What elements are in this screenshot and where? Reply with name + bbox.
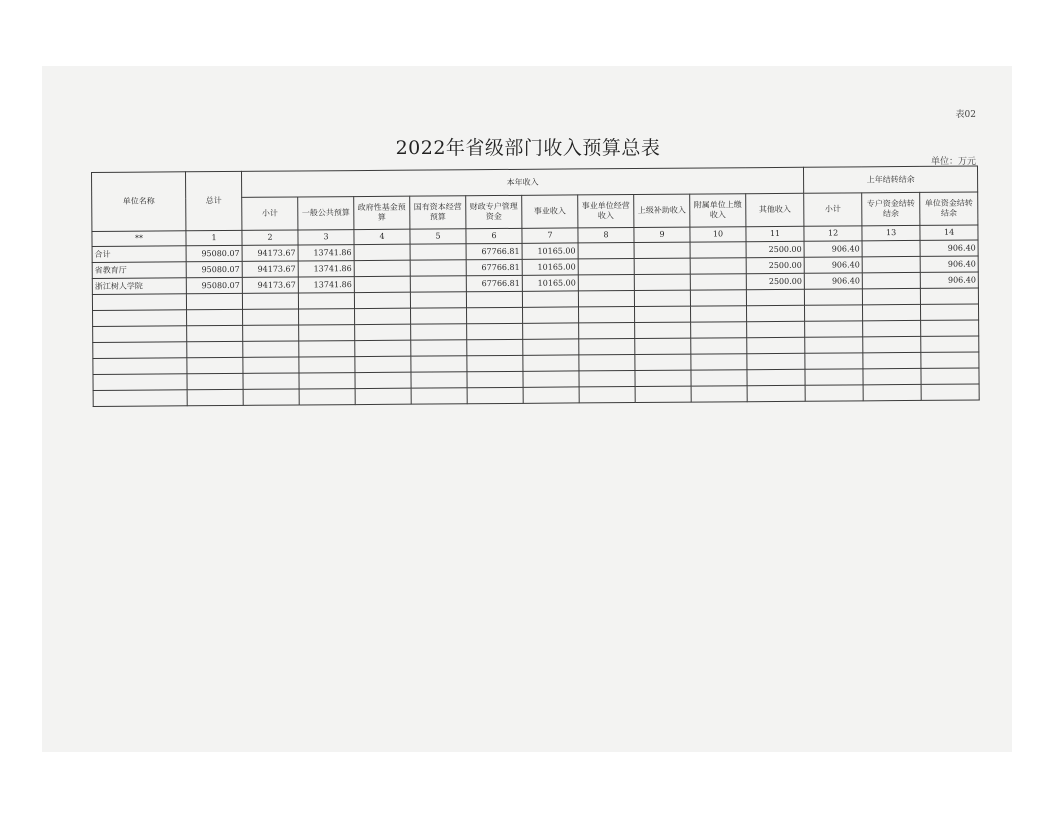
amount-cell (411, 308, 467, 324)
amount-cell (691, 370, 747, 386)
amount-cell (862, 256, 920, 272)
amount-cell: 10165.00 (522, 259, 578, 275)
amount-cell (299, 373, 355, 389)
index-cell: 4 (354, 229, 410, 244)
amount-cell (578, 291, 634, 307)
amount-cell: 10165.00 (522, 275, 578, 291)
unit-label: 单位：万元 (930, 157, 976, 167)
index-cell: 3 (298, 230, 354, 245)
amount-cell: 906.40 (804, 273, 862, 289)
budget-table (91, 165, 980, 406)
unit-name-cell: 省教育厅 (92, 262, 186, 279)
amount-cell (690, 290, 746, 306)
amount-cell (187, 309, 243, 325)
unit-name-cell (93, 310, 187, 327)
amount-cell (467, 323, 523, 339)
amount-cell: 13741.86 (298, 245, 354, 261)
amount-cell (635, 322, 691, 338)
amount-cell (690, 274, 746, 290)
amount-cell (634, 290, 690, 306)
amount-cell (863, 320, 921, 336)
header-current-col-4: 国有资本经营预算 (410, 196, 466, 229)
amount-cell (243, 341, 299, 357)
index-cell: 12 (804, 226, 862, 241)
amount-cell (921, 352, 979, 368)
amount-cell (410, 292, 466, 308)
amount-cell: 94173.67 (242, 261, 298, 277)
unit-name-cell (93, 342, 187, 359)
amount-cell (466, 291, 522, 307)
index-cell: 8 (578, 228, 634, 243)
index-cell: 1 (186, 230, 242, 245)
header-total: 总计 (186, 171, 242, 230)
amount-cell (635, 306, 691, 322)
amount-cell (578, 259, 634, 275)
unit-name-cell (93, 390, 187, 407)
amount-cell (921, 336, 979, 352)
amount-cell: 2500.00 (746, 273, 804, 289)
amount-cell (354, 276, 410, 292)
amount-cell (243, 357, 299, 373)
amount-cell (355, 340, 411, 356)
unit-name-cell: 合计 (92, 246, 186, 263)
unit-name-cell (93, 358, 187, 375)
unit-name-cell (92, 294, 186, 311)
amount-cell (243, 389, 299, 405)
amount-cell (634, 274, 690, 290)
amount-cell (411, 388, 467, 404)
header-current-col-10: 其他收入 (746, 193, 804, 226)
amount-cell (467, 371, 523, 387)
header-current-col-3: 政府性基金预算 (354, 196, 410, 229)
amount-cell: 94173.67 (242, 277, 298, 293)
unit-name-cell (93, 374, 187, 391)
amount-cell (863, 384, 921, 400)
amount-cell: 906.40 (804, 241, 862, 257)
amount-cell: 94173.67 (242, 245, 298, 261)
amount-cell (523, 355, 579, 371)
document-title: 2022年省级部门收入预算总表 (395, 137, 661, 159)
amount-cell: 2500.00 (746, 241, 804, 257)
amount-cell (355, 372, 411, 388)
amount-cell (863, 288, 921, 304)
amount-cell: 95080.07 (186, 261, 242, 277)
amount-cell (187, 373, 243, 389)
amount-cell (467, 355, 523, 371)
amount-cell (635, 370, 691, 386)
amount-cell (805, 289, 863, 305)
amount-cell (805, 321, 863, 337)
amount-cell (691, 338, 747, 354)
header-current-col-9: 附属单位上缴收入 (690, 194, 746, 227)
amount-cell (635, 386, 691, 402)
amount-cell (863, 336, 921, 352)
amount-cell (578, 243, 634, 259)
amount-cell (354, 244, 410, 260)
amount-cell (579, 371, 635, 387)
amount-cell (523, 307, 579, 323)
amount-cell (579, 307, 635, 323)
amount-cell (243, 373, 299, 389)
amount-cell (243, 325, 299, 341)
amount-cell (242, 293, 298, 309)
amount-cell (691, 322, 747, 338)
amount-cell (747, 369, 805, 385)
amount-cell (355, 308, 411, 324)
amount-cell (746, 305, 804, 321)
amount-cell: 67766.81 (466, 259, 522, 275)
amount-cell (411, 340, 467, 356)
amount-cell (579, 339, 635, 355)
amount-cell (691, 386, 747, 402)
amount-cell (522, 291, 578, 307)
header-current-year-group: 本年收入 (241, 167, 803, 197)
amount-cell (635, 338, 691, 354)
amount-cell (805, 369, 863, 385)
amount-cell (805, 305, 863, 321)
amount-cell (863, 368, 921, 384)
amount-cell (355, 324, 411, 340)
amount-cell (299, 309, 355, 325)
index-cell: 9 (634, 227, 690, 242)
header-current-col-6: 事业收入 (522, 195, 578, 228)
amount-cell (862, 240, 920, 256)
amount-cell (467, 339, 523, 355)
amount-cell (411, 324, 467, 340)
amount-cell (579, 387, 635, 403)
amount-cell (862, 272, 920, 288)
amount-cell (691, 354, 747, 370)
amount-cell (523, 371, 579, 387)
amount-cell (863, 352, 921, 368)
index-cell: ** (92, 231, 186, 247)
amount-cell (354, 292, 410, 308)
header-prior-col-3: 单位资金结转结余 (920, 192, 978, 225)
amount-cell (805, 337, 863, 353)
amount-cell: 67766.81 (466, 243, 522, 259)
amount-cell: 13741.86 (298, 261, 354, 277)
header-current-col-8: 上级补助收入 (634, 194, 690, 227)
amount-cell (299, 357, 355, 373)
amount-cell (921, 304, 979, 320)
amount-cell: 95080.07 (186, 277, 242, 293)
amount-cell: 906.40 (804, 257, 862, 273)
amount-cell (746, 289, 804, 305)
amount-cell: 67766.81 (466, 275, 522, 291)
amount-cell (579, 355, 635, 371)
amount-cell: 2500.00 (746, 257, 804, 273)
amount-cell (805, 385, 863, 401)
amount-cell (187, 389, 243, 405)
amount-cell (634, 258, 690, 274)
amount-cell (187, 357, 243, 373)
amount-cell (467, 307, 523, 323)
amount-cell (747, 353, 805, 369)
amount-cell (186, 293, 242, 309)
amount-cell (523, 339, 579, 355)
amount-cell (410, 260, 466, 276)
header-current-col-1: 小计 (242, 197, 298, 230)
amount-cell (523, 387, 579, 403)
unit-name-cell: 浙江树人学院 (92, 278, 186, 295)
amount-cell: 906.40 (920, 272, 978, 288)
amount-cell (523, 323, 579, 339)
index-cell: 7 (522, 228, 578, 243)
header-current-col-5: 财政专户管理资金 (466, 195, 522, 228)
header-unit-name: 单位名称 (92, 172, 186, 232)
amount-cell (355, 356, 411, 372)
amount-cell (411, 356, 467, 372)
index-cell: 14 (920, 225, 978, 240)
amount-cell: 906.40 (920, 256, 978, 272)
amount-cell (354, 260, 410, 276)
header-prior-col-1: 小计 (804, 193, 862, 226)
amount-cell (243, 309, 299, 325)
amount-cell (690, 306, 746, 322)
amount-cell (467, 387, 523, 403)
header-prior-col-2: 专户资金结转结余 (862, 192, 920, 225)
index-cell: 13 (862, 225, 920, 240)
amount-cell (635, 354, 691, 370)
amount-cell (634, 242, 690, 258)
header-current-col-2: 一般公共预算 (298, 197, 354, 230)
amount-cell (578, 275, 634, 291)
amount-cell (299, 325, 355, 341)
amount-cell: 10165.00 (522, 243, 578, 259)
index-cell: 11 (746, 226, 804, 241)
amount-cell: 95080.07 (186, 245, 242, 261)
header-current-col-7: 事业单位经营收入 (578, 195, 634, 228)
amount-cell (921, 288, 979, 304)
amount-cell (187, 325, 243, 341)
amount-cell (299, 389, 355, 405)
amount-cell (690, 258, 746, 274)
amount-cell (863, 304, 921, 320)
amount-cell (921, 368, 979, 384)
amount-cell (747, 385, 805, 401)
amount-cell (299, 341, 355, 357)
amount-cell (747, 337, 805, 353)
amount-cell (690, 242, 746, 258)
amount-cell (410, 244, 466, 260)
amount-cell: 13741.86 (298, 277, 354, 293)
amount-cell (579, 323, 635, 339)
amount-cell (187, 341, 243, 357)
amount-cell: 906.40 (920, 240, 978, 256)
index-cell: 2 (242, 230, 298, 245)
amount-cell (921, 320, 979, 336)
amount-cell (805, 353, 863, 369)
amount-cell (298, 293, 354, 309)
unit-name-cell (93, 326, 187, 343)
amount-cell (355, 388, 411, 404)
amount-cell (411, 372, 467, 388)
index-cell: 10 (690, 227, 746, 242)
index-cell: 6 (466, 228, 522, 243)
form-code: 表02 (955, 110, 976, 120)
amount-cell (921, 384, 979, 400)
index-cell: 5 (410, 229, 466, 244)
amount-cell (410, 276, 466, 292)
header-prior-year-group: 上年结转结余 (804, 166, 978, 193)
amount-cell (747, 321, 805, 337)
